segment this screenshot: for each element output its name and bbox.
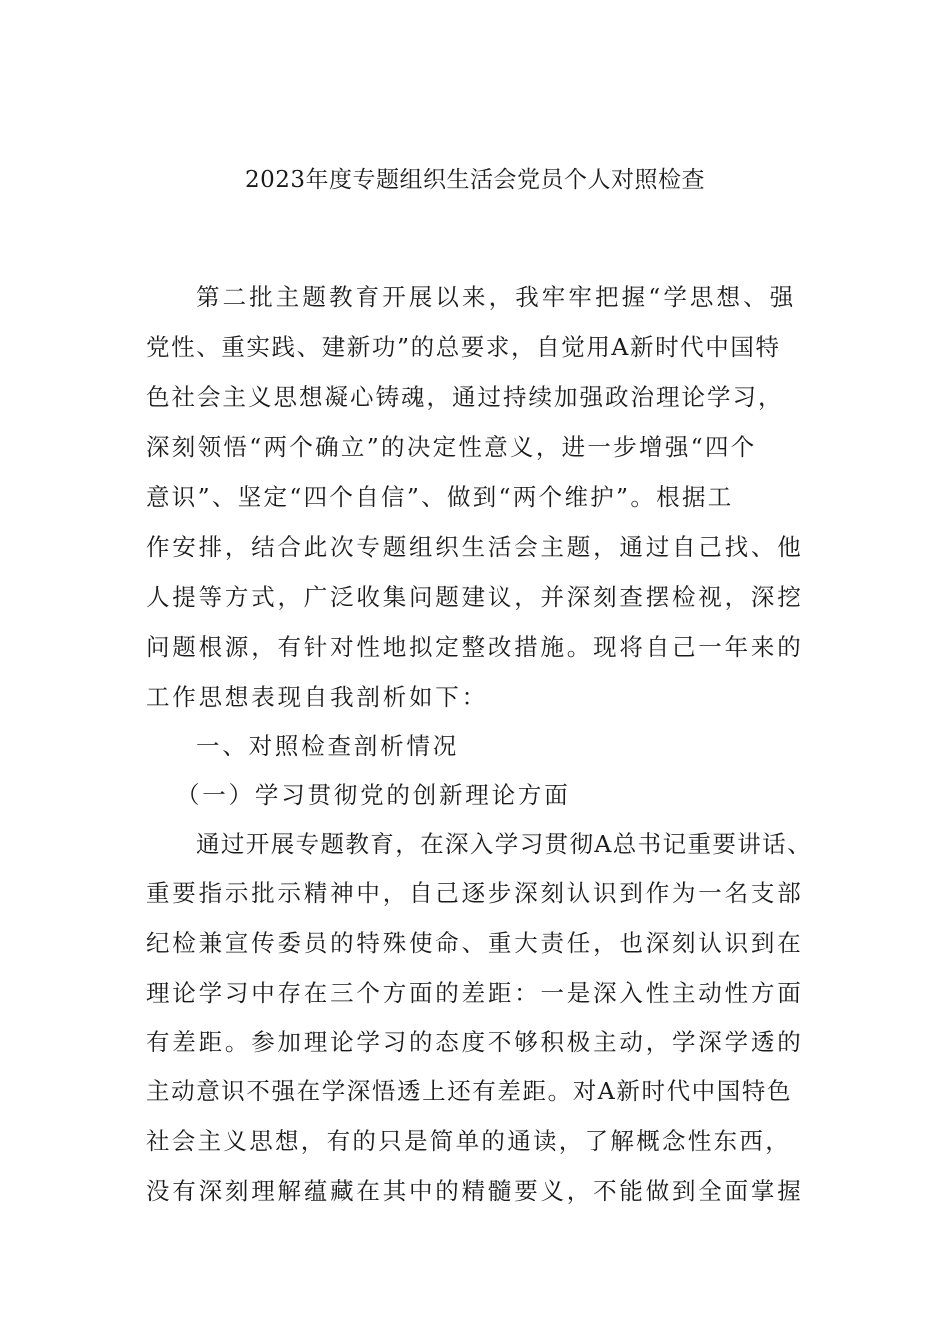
paragraph-line: 主动意识不强在学深悟透上还有差距。对A新时代中国特色 [146, 1077, 793, 1105]
paragraph-line: 党性、重实践、建新功”的总要求，自觉用A新时代中国特 [146, 333, 781, 361]
paragraph-line: 第二批主题教育开展以来，我牢牢把握“学思想、强 [196, 283, 797, 311]
paragraph-line: 问题根源，有针对性地拟定整改措施。现将自己一年来的 [146, 633, 804, 661]
paragraph-line: 没有深刻理解蕴藏在其中的精髓要义，不能做到全面掌握 [146, 1177, 804, 1205]
paragraph-line: 工作思想表现自我剖析如下： [146, 683, 488, 711]
paragraph-line: 深刻领悟“两个确立”的决定性意义，进一步增强“四个 [146, 433, 757, 461]
document-title: 2023年度专题组织生活会党员个人对照检查 [244, 167, 706, 193]
paragraph-line: 社会主义思想，有的只是简单的通读，了解概念性东西， [146, 1127, 791, 1155]
paragraph-line: 色社会主义思想凝心铸魂，通过持续加强政治理论学习， [146, 383, 784, 411]
paragraph-line: 人提等方式，广泛收集问题建议，并深刻查摆检视，深挖 [146, 583, 804, 611]
paragraph-line: 理论学习中存在三个方面的差距：一是深入性主动性方面 [146, 979, 804, 1007]
paragraph-line: 纪检兼宣传委员的特殊使命、重大责任，也深刻认识到在 [146, 929, 804, 957]
section-heading: 一、对照检查剖析情况 [196, 732, 459, 760]
paragraph-line: 意识”、坚定“四个自信”、做到“两个维护”。根据工 [146, 483, 734, 511]
subsection-heading: （一）学习贯彻党的创新理论方面 [176, 781, 571, 809]
paragraph-line: 有差距。参加理论学习的态度不够积极主动，学深学透的 [146, 1028, 804, 1056]
paragraph-line: 通过开展专题教育，在深入学习贯彻A总书记重要讲话、 [196, 830, 812, 858]
paragraph-line: 重要指示批示精神中，自己逐步深刻认识到作为一名支部 [146, 879, 804, 907]
paragraph-line: 作安排，结合此次专题组织生活会主题，通过自己找、他 [146, 533, 804, 561]
